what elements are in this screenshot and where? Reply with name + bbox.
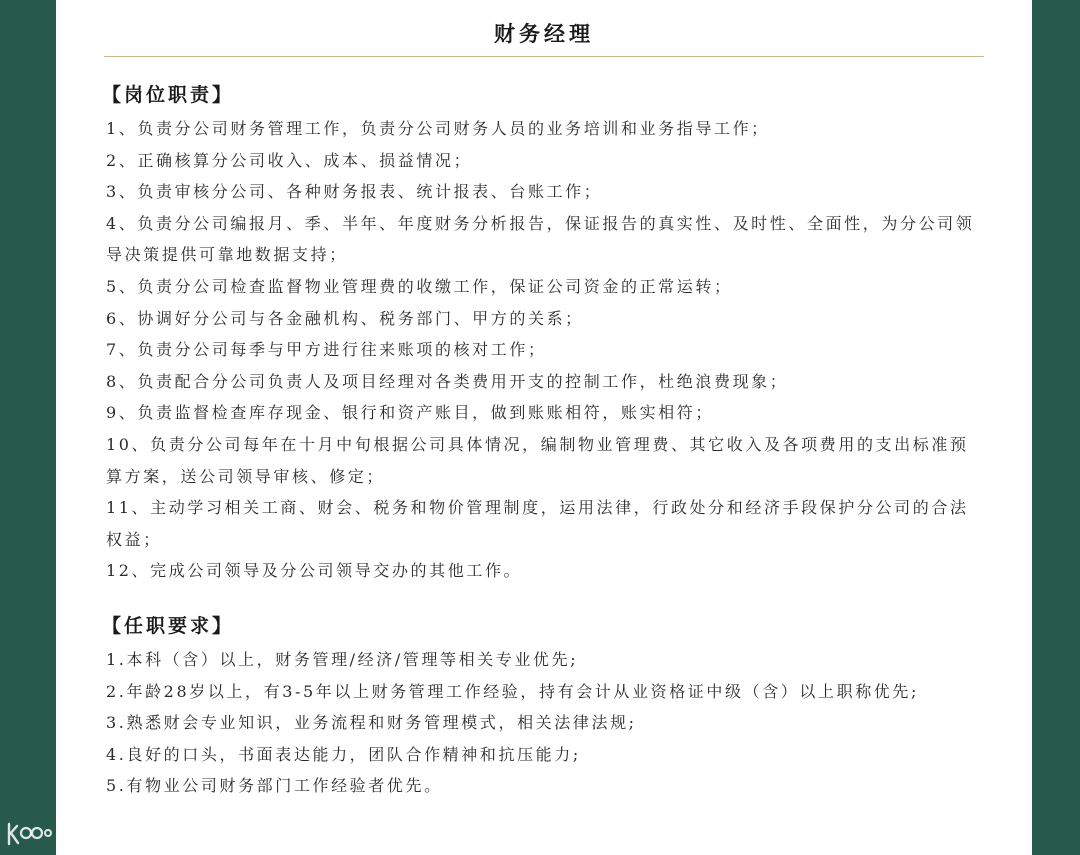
section-heading-requirements: 【任职要求】: [102, 615, 235, 637]
list-item: 2、正确核算分公司收入、成本、损益情况；: [106, 150, 473, 170]
kboo-logo-icon: [6, 821, 52, 847]
list-item: 2.年龄28岁以上，有3-5年以上财务管理工作经验，持有会计从业资格证中级（含）以上职称优先;: [106, 681, 919, 701]
list-item: 6、协调好分公司与各金融机构、税务部门、甲方的关系；: [106, 308, 584, 328]
list-item: 3、负责审核分公司、各种财务报表、统计报表、台账工作；: [106, 182, 603, 202]
list-item: 3.熟悉财会专业知识，业务流程和财务管理模式，相关法律法规;: [106, 713, 637, 733]
list-item: 10、负责分公司每年在十月中旬根据公司具体情况，编制物业管理费、其它收入及各项费用的支出标准预算方案，送公司领导审核、修定；: [106, 434, 969, 486]
list-item: 11、主动学习相关工商、财会、税务和物价管理制度，运用法律，行政处分和经济手段保护分公司的合法权益；: [106, 498, 969, 549]
list-item: 7、负责分公司每季与甲方进行往来账项的核对工作；: [106, 340, 547, 360]
list-item: 4、负责分公司编报月、季、半年、年度财务分析报告，保证报告的真实性、及时性、全面性，为分公司领导决策提供可靠地数据支持；: [106, 213, 975, 265]
document-page: [56, 0, 1032, 855]
list-item: 12、完成公司领导及分公司领导交办的其他工作。: [106, 561, 523, 581]
watermark-text: 大数跨境: [58, 823, 138, 848]
duties-list: [106, 113, 986, 587]
list-item: 4.良好的口头，书面表达能力，团队合作精神和抗压能力;: [106, 744, 581, 764]
list-item: 9、负责监督检查库存现金、银行和资产账目，做到账账相符，账实相符；: [106, 403, 714, 423]
list-item: 8、负责配合分公司负责人及项目经理对各类费用开支的控制工作，杜绝浪费现象；: [106, 371, 789, 391]
section-heading-duties: 【岗位职责】: [102, 84, 235, 106]
list-item: 1.本科（含）以上，财务管理/经济/管理等相关专业优先;: [106, 650, 579, 669]
list-item: 1、负责分公司财务管理工作，负责分公司财务人员的业务培训和业务指导工作；: [106, 119, 770, 138]
watermark: [6, 818, 138, 850]
list-item: 5、负责分公司检查监督物业管理费的收缴工作，保证公司资金的正常运转；: [106, 276, 733, 296]
page-title: 财务经理: [494, 21, 594, 46]
list-item: 5.有物业公司财务部门工作经验者优先。: [106, 776, 443, 796]
title-divider: [104, 56, 984, 57]
requirements-list: [106, 644, 986, 802]
